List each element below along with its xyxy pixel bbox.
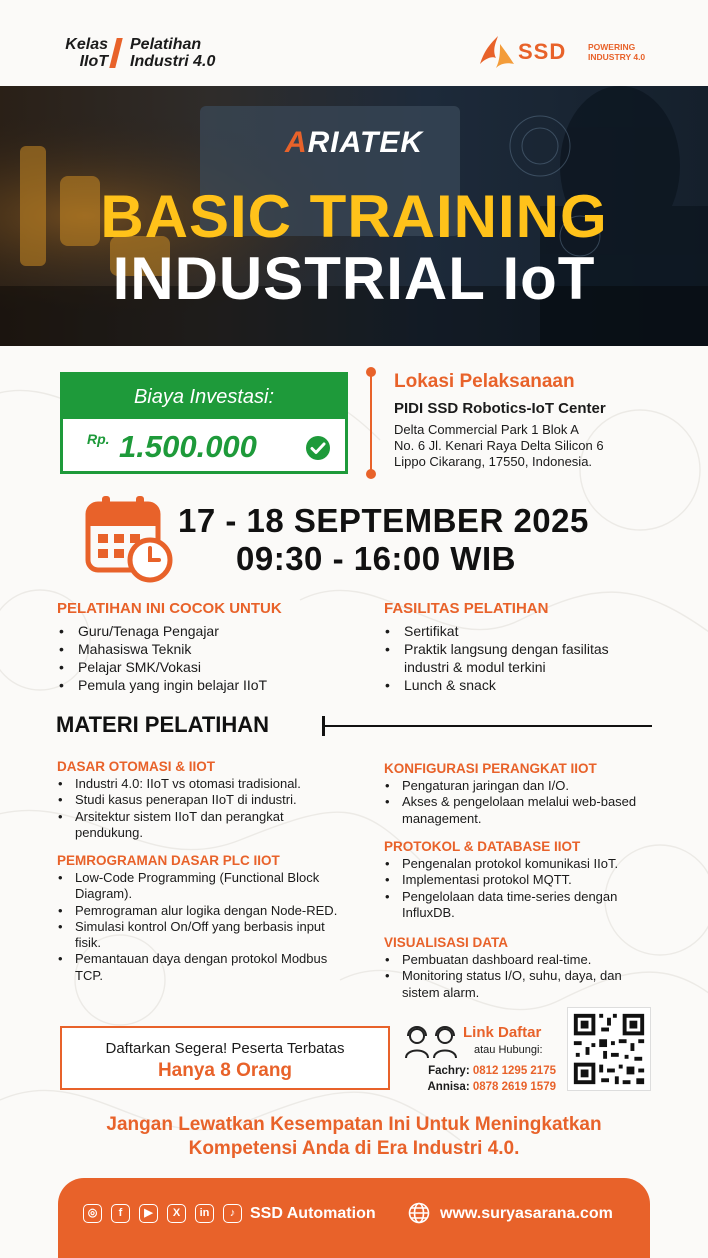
list-item: • Pelajar SMK/Vokasi	[57, 658, 357, 676]
list-item: • Sertifikat	[383, 622, 645, 640]
ariatek-logo: ARIATEK	[284, 126, 424, 159]
list-item: • Pemula yang ingin belajar IIoT	[57, 676, 357, 694]
list-item: • Pengenalan protokol komunikasi IIoT.	[383, 856, 659, 872]
linkedin-icon[interactable]: in	[195, 1204, 214, 1223]
audience-list	[57, 622, 357, 694]
contact-annisa: Annisa: 0878 2619 1579	[427, 1081, 556, 1093]
materi-section-title: PEMROGRAMAN DASAR PLC IIOT	[57, 853, 280, 868]
list-item: • Studi kasus penerapan IIoT di industri.	[56, 792, 348, 808]
kelas-label: Kelas IIoT	[65, 36, 108, 70]
list-item: • Implementasi protokol MQTT.	[383, 872, 659, 888]
list-item: • Industri 4.0: IIoT vs otomasi tradisional.	[56, 776, 348, 792]
location-address: Delta Commercial Park 1 Blok A No. 6 Jl. Kenari Raya Delta Silicon 6 Lippo Cikarang, 17550, Indonesia.	[394, 422, 604, 469]
website-link[interactable]: www.suryasarana.com	[440, 1205, 613, 1222]
instagram-icon[interactable]: ◎	[83, 1204, 102, 1223]
materi-section-title: DASAR OTOMASI & IIOT	[57, 759, 216, 774]
header	[0, 0, 708, 86]
materi-section-list	[383, 856, 659, 921]
list-item: • Arsitektur sistem IIoT dan perangkat pendukung.	[56, 809, 348, 842]
location-title: Lokasi Pelaksanaan	[394, 371, 575, 392]
register-notice: Daftarkan Segera! Peserta Terbatas	[105, 1040, 345, 1057]
materi-section-title: PROTOKOL & DATABASE IIOT	[384, 839, 581, 854]
x-icon[interactable]: X	[167, 1204, 186, 1223]
price-box	[60, 372, 348, 474]
hero-banner	[0, 86, 708, 346]
price-amount: 1.500.000	[119, 429, 257, 464]
globe-icon	[408, 1202, 430, 1224]
facilities-list	[383, 622, 645, 694]
materi-section-title: KONFIGURASI PERANGKAT IIOT	[384, 761, 597, 776]
materi-section-list	[56, 776, 348, 841]
footer-bar	[58, 1178, 650, 1258]
training-date: 17 - 18 SEPTEMBER 2025	[178, 502, 589, 539]
list-item: • Pemrograman alur logika dengan Node-RED.	[56, 903, 348, 919]
title-industrial-iot: INDUSTRIAL IoT	[112, 245, 596, 312]
list-item: • Pemantauan daya dengan protokol Modbus TCP.	[56, 951, 348, 984]
list-item: • Mahasiswa Teknik	[57, 640, 357, 658]
audience-title: PELATIHAN INI COCOK UNTUK	[57, 600, 282, 617]
calendar-clock-icon	[84, 494, 174, 584]
title-basic-training: BASIC TRAINING	[100, 183, 608, 250]
location-divider	[370, 372, 372, 474]
price-label: Biaya Investasi:	[63, 375, 345, 419]
training-time: 09:30 - 16:00 WIB	[236, 540, 516, 577]
qr-code[interactable]	[567, 1007, 651, 1091]
youtube-icon[interactable]: ▶	[139, 1204, 158, 1223]
ssd-logo-icon	[476, 34, 516, 70]
location-name: PIDI SSD Robotics-IoT Center	[394, 400, 606, 417]
list-item: • Akses & pengelolaan melalui web-based management.	[383, 794, 651, 827]
materi-section-title: VISUALISASI DATA	[384, 935, 509, 950]
customer-service-icon	[402, 1024, 460, 1060]
register-link[interactable]: Link Daftar	[463, 1024, 542, 1041]
check-circle-icon	[305, 435, 331, 461]
list-item: • Pengaturan jaringan dan I/O.	[383, 778, 651, 794]
ssd-tagline: POWERING INDUSTRY 4.0	[588, 42, 646, 62]
contact-fachry: Fachry: 0812 1295 2175	[428, 1065, 556, 1077]
list-item: • Low-Code Programming (Functional Block Diagram).	[56, 870, 348, 903]
pelatihan-label: Pelatihan Industri 4.0	[130, 36, 216, 70]
list-item: • Pembuatan dashboard real-time.	[383, 952, 659, 968]
tiktok-icon[interactable]: ♪	[223, 1204, 242, 1223]
ssd-brand: SSD	[518, 39, 567, 64]
facebook-icon[interactable]: f	[111, 1204, 130, 1223]
list-item: • Pengelolaan data time-series dengan InfluxDB.	[383, 889, 659, 922]
materi-title: MATERI PELATIHAN	[56, 712, 270, 737]
list-item: • Simulasi kontrol On/Off yang berbasis input fisik.	[56, 919, 348, 952]
list-item: • Guru/Tenaga Pengajar	[57, 622, 357, 640]
closing-message: Jangan Lewatkan Kesempatan Ini Untuk Meningkatkan Kompetensi Anda di Era Industri 4.0.	[106, 1114, 602, 1159]
materi-section-list	[383, 952, 659, 1001]
materi-line	[324, 725, 652, 727]
price-currency: Rp.	[87, 431, 110, 447]
contact-label: atau Hubungi:	[474, 1044, 543, 1056]
social-handle[interactable]: SSD Automation	[250, 1205, 376, 1222]
list-item: • Monitoring status I/O, suhu, daya, dan sistem alarm.	[383, 968, 659, 1001]
header-divider	[109, 38, 122, 68]
list-item: • Lunch & snack	[383, 676, 645, 694]
register-quota: Hanya 8 Orang	[157, 1060, 293, 1081]
register-banner	[60, 1026, 390, 1090]
materi-section-list	[56, 870, 348, 984]
facilities-title: FASILITAS PELATIHAN	[384, 600, 549, 617]
materi-section-list	[383, 778, 651, 827]
location-dot-top	[366, 367, 376, 377]
list-item: • Praktik langsung dengan fasilitas industri & modul terkini	[383, 640, 645, 676]
location-dot-bottom	[366, 469, 376, 479]
